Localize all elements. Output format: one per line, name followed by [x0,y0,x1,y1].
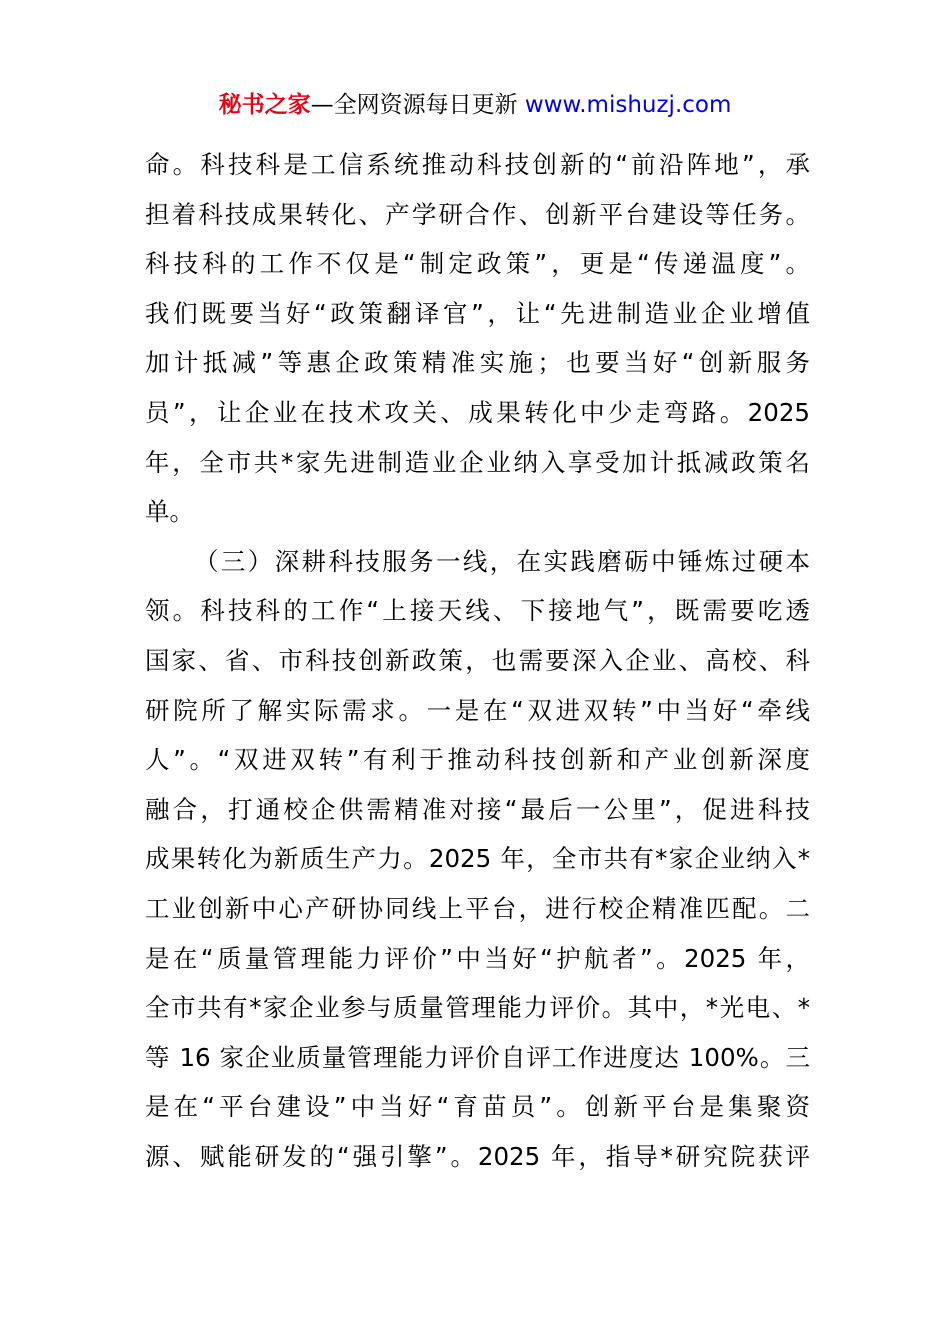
text-line: 领。科技科的工作“上接天线、下接地气”，既需要吃透 [145,596,810,626]
text-line: 融合，打通校企供需精准对接“最后一公里”，促进科技 [145,794,810,824]
paragraph-1 [145,140,810,537]
text-line: 成果转化为新质生产力。2025 年，全市共有*家企业纳入* [145,844,810,874]
text-line: 单。 [145,497,194,527]
site-header [0,88,950,122]
text-line: 全市共有*家企业参与质量管理能力评价。其中，*光电、* [145,993,810,1023]
text-line: 是在“平台建设”中当好“育苗员”。创新平台是集聚资 [145,1092,810,1122]
text-line: 人”。“双进双转”有利于推动科技创新和产业创新深度 [145,745,810,775]
text-line: 加计抵减”等惠企政策精准实施；也要当好“创新服务 [145,348,810,378]
section-heading-line: （三）深耕科技服务一线，在实践磨砺中锤炼过硬本 [194,546,810,576]
text-line: 源、赋能研发的“强引擎”。2025 年，指导*研究院获评 [145,1141,810,1171]
text-line: 年，全市共*家先进制造业企业纳入享受加计抵减政策名 [145,447,810,477]
site-brand: 秘书之家 [218,92,311,118]
document-body [145,140,810,1181]
text-line: 研院所了解实际需求。一是在“双进双转”中当好“牵线 [145,695,810,725]
paragraph-2 [145,537,810,1182]
text-line: 我们既要当好“政策翻译官”，让“先进制造业企业增值 [145,298,810,328]
site-url-link[interactable]: www.mishuzj.com [524,92,732,118]
text-line: 担着科技成果转化、产学研合作、创新平台建设等任务。 [145,199,810,229]
text-line: 员”，让企业在技术攻关、成果转化中少走弯路。2025 [145,397,810,427]
text-line: 是在“质量管理能力评价”中当好“护航者”。2025 年， [145,943,810,973]
text-line: 科技科的工作不仅是“制定政策”，更是“传递温度”。 [145,249,810,279]
site-tagline: —全网资源每日更新 [310,92,525,118]
text-line: 国家、省、市科技创新政策，也需要深入企业、高校、科 [145,645,810,675]
text-line: 工业创新中心产研协同线上平台，进行校企精准匹配。二 [145,893,810,923]
text-line: 命。科技科是工信系统推动科技创新的“前沿阵地”，承 [145,150,810,179]
text-line: 等 16 家企业质量管理能力评价自评工作进度达 100%。三 [145,1042,810,1072]
